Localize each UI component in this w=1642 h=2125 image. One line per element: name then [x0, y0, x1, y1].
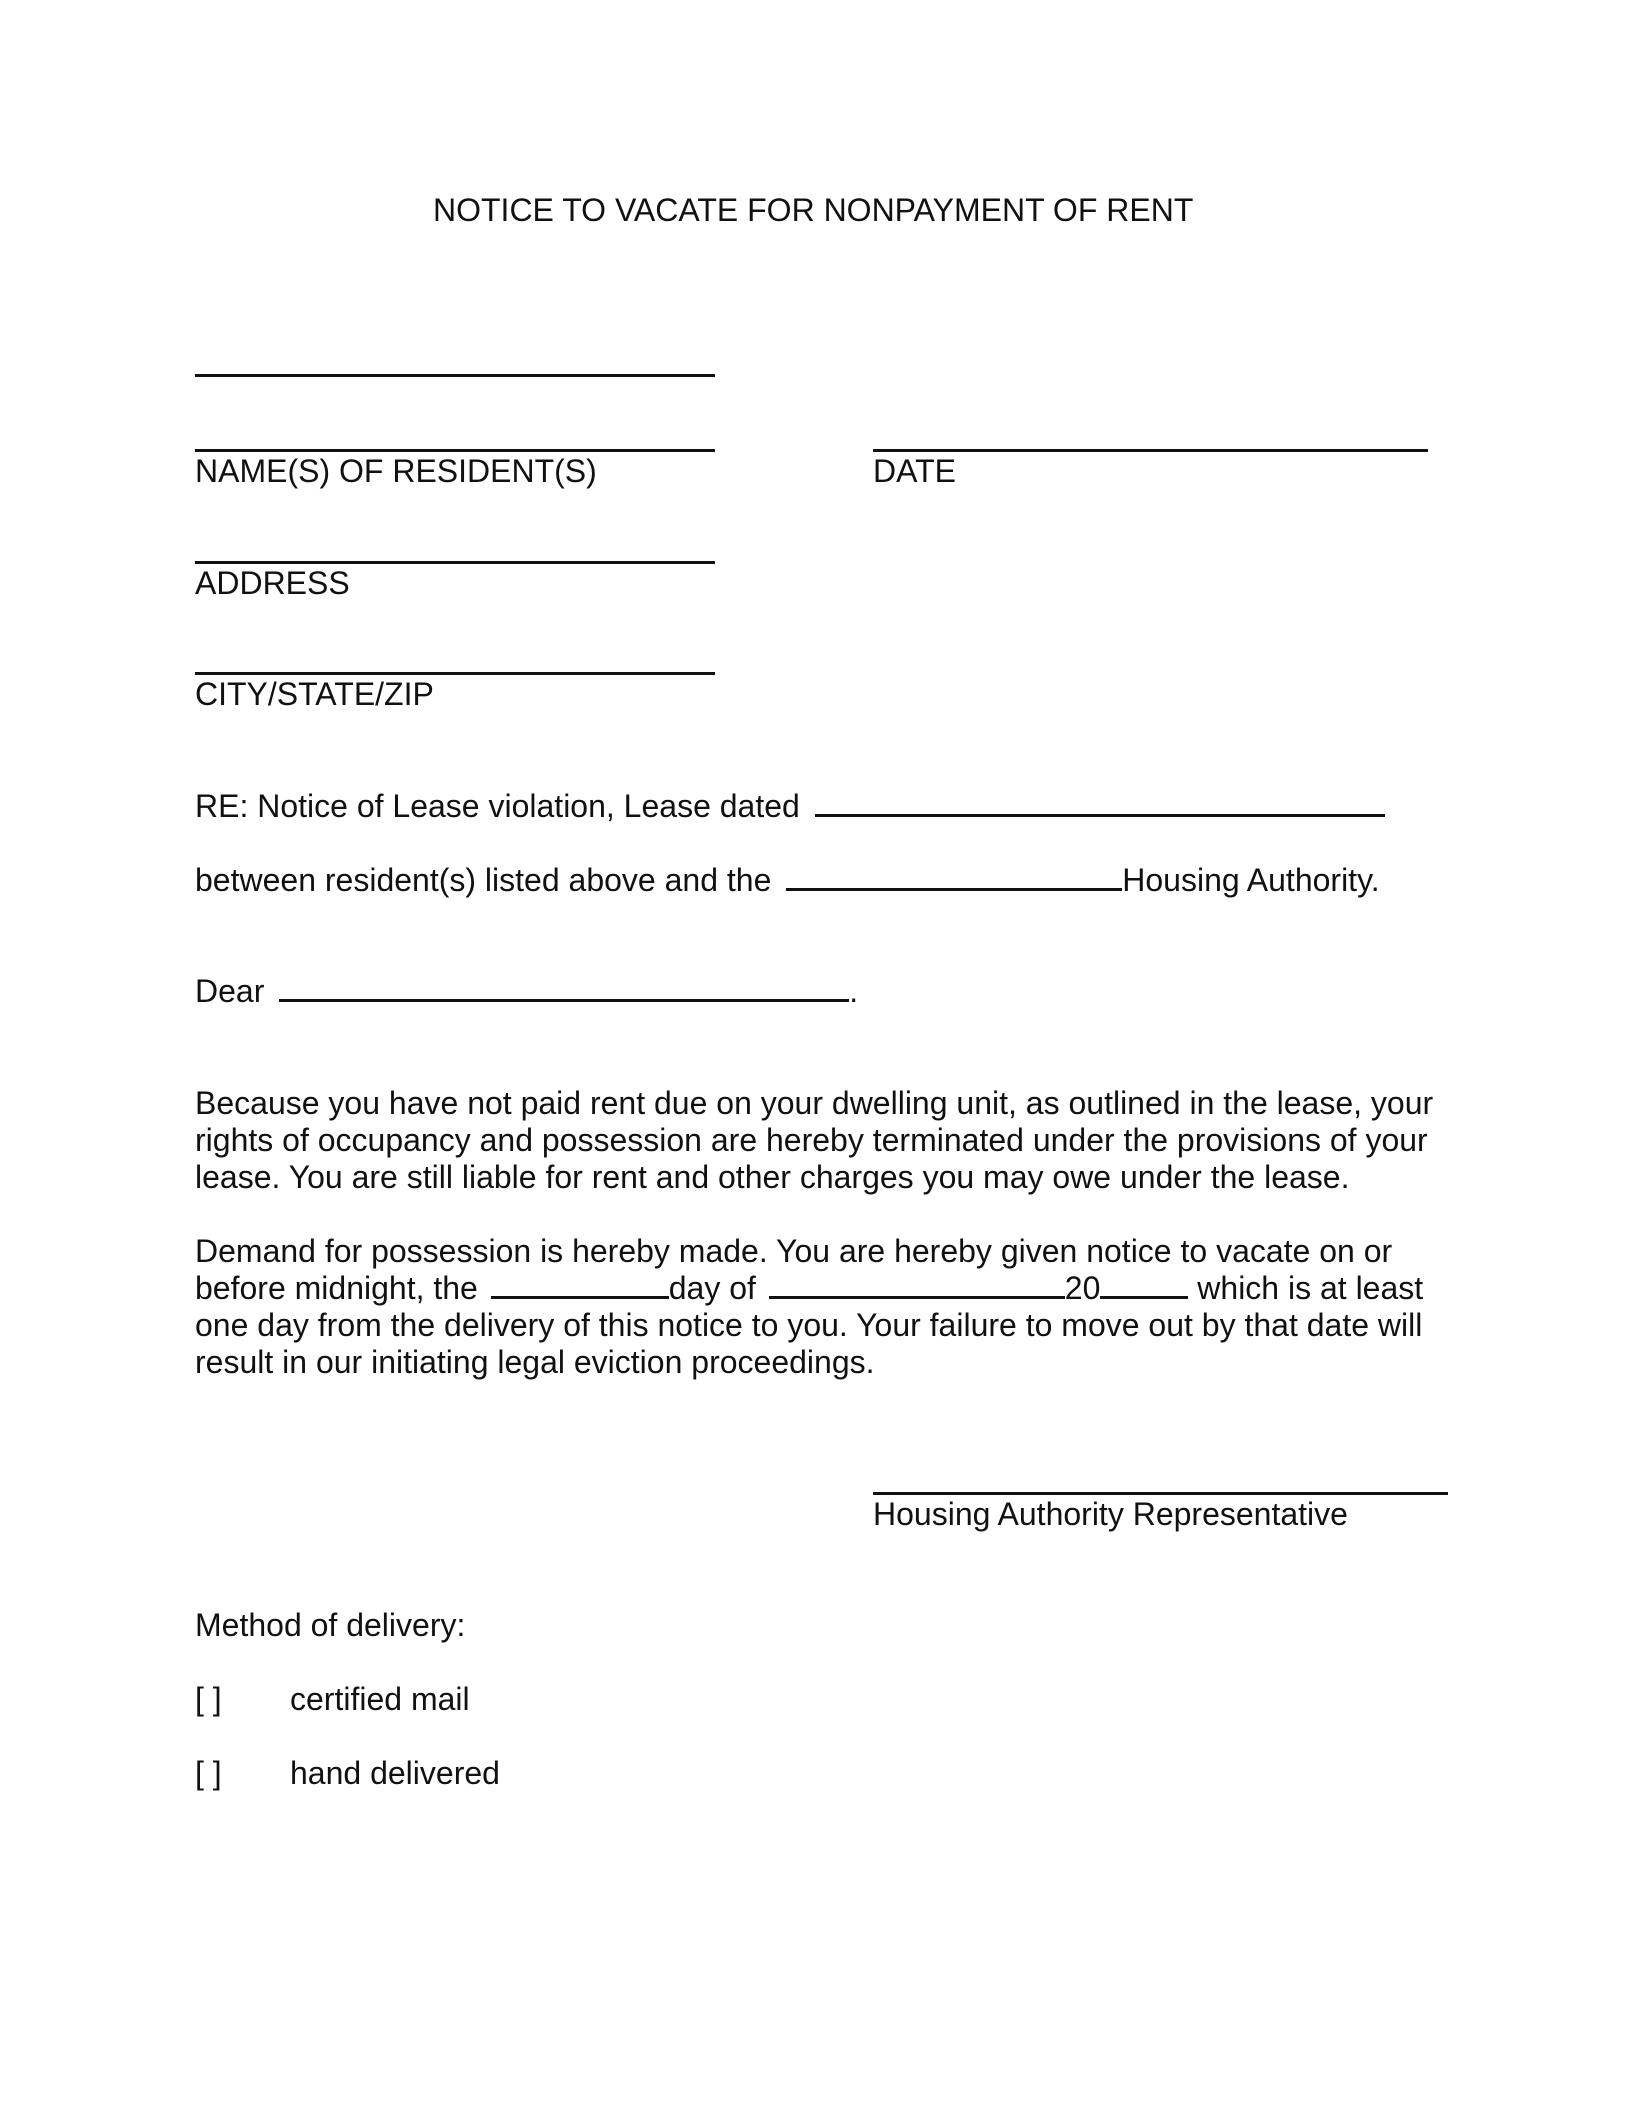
hand-delivered-label: hand delivered — [290, 1755, 500, 1791]
housing-authority-name-blank[interactable] — [786, 862, 1122, 891]
paragraph-1-line-3: lease. You are still liable for rent and other charges you may owe under the lease. — [195, 1159, 1350, 1195]
residents-name-label: NAME(S) OF RESIDENT(S) — [195, 453, 597, 489]
salutation-period: . — [849, 973, 859, 1009]
paragraph-2-line-2 — [195, 1270, 1423, 1307]
city-state-zip-label: CITY/STATE/ZIP — [195, 676, 434, 712]
midnight-text: before midnight, the — [195, 1270, 478, 1306]
address-line[interactable] — [195, 561, 715, 564]
paragraph-2-line-1: Demand for possession is hereby made. You are hereby given notice to vacate on or — [195, 1233, 1393, 1269]
day-of-text: day of — [668, 1270, 756, 1306]
paragraph-2-line-4: result in our initiating legal eviction proceedings. — [195, 1344, 875, 1380]
certified-mail-checkbox[interactable]: [ ] — [195, 1681, 222, 1717]
salutation — [195, 973, 858, 1010]
address-label: ADDRESS — [195, 565, 350, 601]
paragraph-1-line-2: rights of occupancy and possession are hereby terminated under the provisions of your — [195, 1122, 1428, 1158]
paragraph-1-line-1: Because you have not paid rent due on your dwelling unit, as outlined in the lease, your — [195, 1085, 1434, 1121]
date-label: DATE — [873, 453, 956, 489]
between-line — [195, 862, 1380, 899]
salutation-text: Dear — [195, 973, 265, 1009]
signature-line[interactable] — [873, 1492, 1448, 1495]
housing-authority-text: Housing Authority. — [1122, 862, 1380, 898]
extra-blank-line[interactable] — [195, 374, 715, 377]
paragraph-2-line-3: one day from the delivery of this notice to you. Your failure to move out by that date will — [195, 1307, 1423, 1343]
year-blank[interactable] — [1100, 1270, 1188, 1299]
city-state-zip-line[interactable] — [195, 672, 715, 675]
residents-name-line[interactable] — [195, 449, 715, 452]
re-line — [195, 788, 1385, 825]
delivery-heading: Method of delivery: — [195, 1607, 466, 1643]
hand-delivered-checkbox[interactable]: [ ] — [195, 1755, 222, 1791]
salutation-name-blank[interactable] — [279, 973, 849, 1002]
day-blank[interactable] — [491, 1270, 669, 1299]
document-title: NOTICE TO VACATE FOR NONPAYMENT OF RENT — [433, 192, 1194, 228]
month-blank[interactable] — [769, 1270, 1065, 1299]
year-prefix-text: 20 — [1064, 1270, 1101, 1306]
between-text: between resident(s) listed above and the — [195, 862, 772, 898]
lease-date-blank[interactable] — [815, 788, 1385, 817]
re-line-text: RE: Notice of Lease violation, Lease dated — [195, 788, 800, 824]
date-line[interactable] — [873, 449, 1428, 452]
at-least-text: which is at least — [1188, 1270, 1424, 1306]
signature-label: Housing Authority Representative — [873, 1496, 1348, 1532]
certified-mail-label: certified mail — [290, 1681, 470, 1717]
